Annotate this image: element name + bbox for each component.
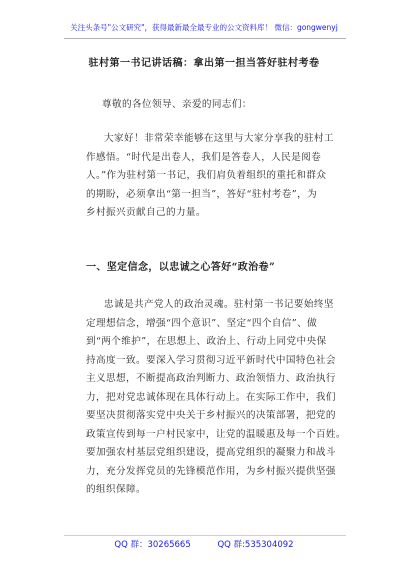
paragraph-line: 定理想信念，增强“四个意识”、坚定“四个自信”、做 [86,317,318,329]
paragraph-line: 的期盼，必须拿出“第一担当”，答好“驻村考卷”，为 [86,188,318,200]
paragraph-line: 到“两个维护”，在思想上、政治上、行动上同党中央保 [86,336,327,347]
footer-contact [0,538,408,550]
paragraph-line: 主义思想，不断提高政治判断力、政治领悟力、政治执行 [86,373,336,384]
greeting [102,96,342,115]
paragraph-line: 大家好！非常荣幸能够在这里与大家分享我的驻村工 [104,133,334,144]
paragraph-line: 政策宣传到每一户村民家中，让党的温暖惠及每一个百姓。 [86,428,346,440]
footer-qq-group-1: QQ 群：30265665 [114,540,191,550]
paragraph-line: 作感悟。“时代是出卷人，我们是答卷人，人民是阅卷 [86,151,322,163]
document-title: 驻村第一书记讲话稿：拿出第一担当答好驻村考卷 [88,58,320,69]
paragraph-intro [86,130,334,223]
header-divider [64,38,346,39]
footer-divider [64,535,346,536]
header-promo-note: 关注头条号"公文研究"，获得最新最全最专业的公文资料库！ 微信：gongwenyj [70,23,338,32]
paragraph-line: 忠诚是共产党人的政治灵魂。驻村第一书记要始终坚 [104,299,334,310]
paragraph-line: 的组织保障。 [86,484,146,495]
paragraph-line: 持高度一致。要深入学习贯彻习近平新时代中国特色社会 [86,354,336,366]
greeting-line: 尊敬的各位领导、亲爱的同志们： [102,99,252,110]
paragraph-line: 要坚决贯彻落实党中央关于乡村振兴的决策部署，把党的 [86,410,336,421]
paragraph-section-1 [86,296,346,500]
paragraph-line: 力，充分发挥党员的先锋模范作用，为乡村振兴提供坚强 [86,465,336,477]
paragraph-line: 人。”作为驻村第一书记，我们肩负着组织的重托和群众 [86,170,327,181]
paragraph-line: 力，把对党忠诚体现在具体行动上。在实际工作中，我们 [86,391,336,403]
section-heading-1: 一、坚定信念，以忠诚之心答好“政治卷” [86,262,276,273]
paragraph-line: 要加强农村基层党组织建设，提高党组织的凝聚力和战斗 [86,447,336,458]
footer-qq-group-2: QQ 群:535304092 [217,540,294,550]
paragraph-line: 乡村振兴贡献自己的力量。 [86,207,206,218]
